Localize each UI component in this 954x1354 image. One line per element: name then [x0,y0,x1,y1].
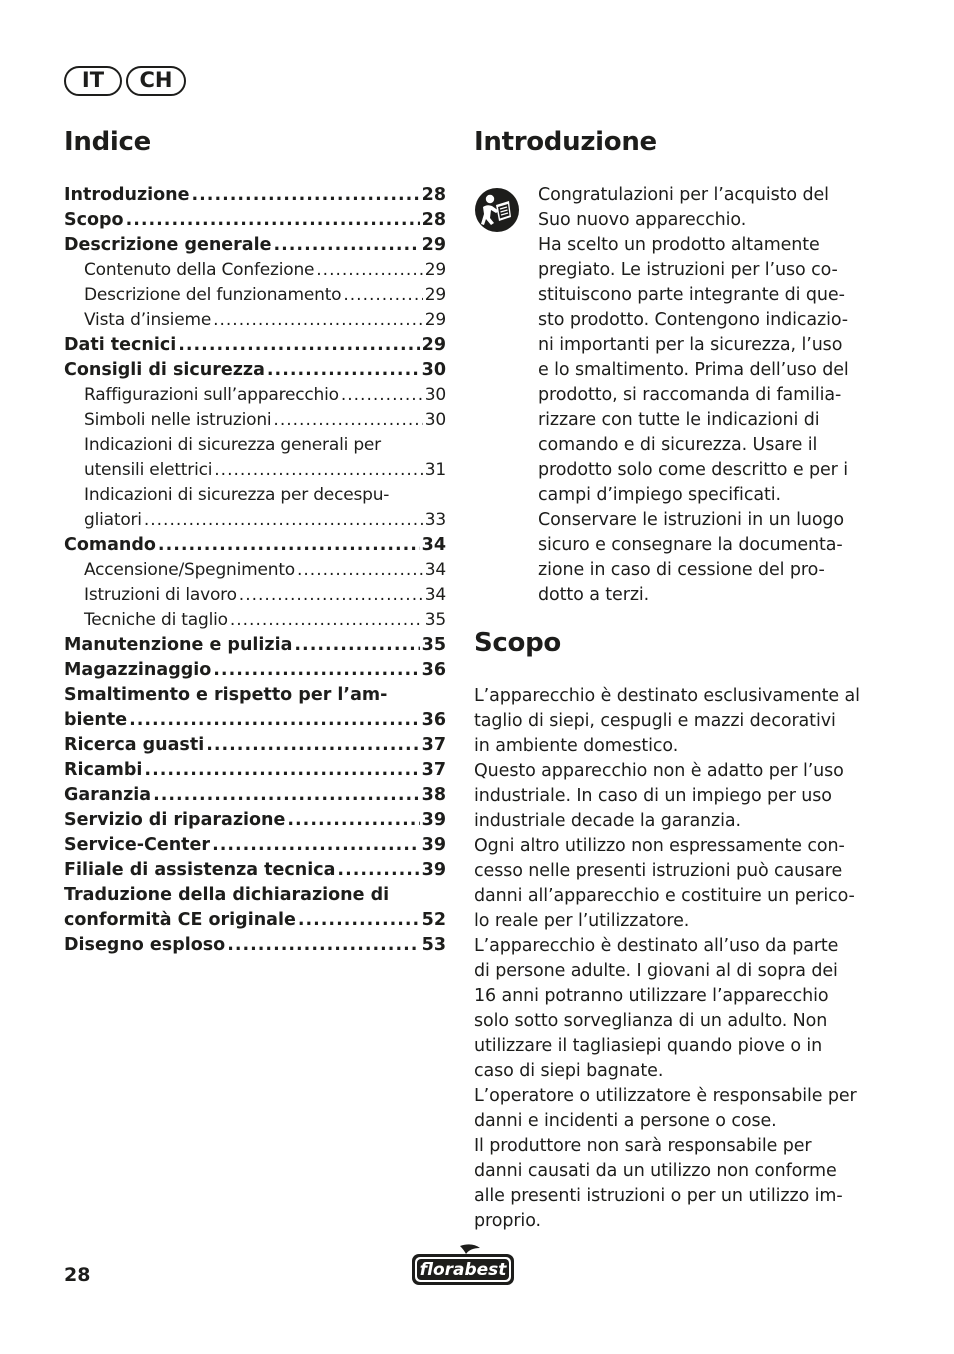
toc-entry[interactable] [64,658,446,683]
introduzione-line: zione in caso di cessione del pro- [538,560,825,580]
toc-title: Indice [64,127,151,157]
scopo-line: danni all’apparecchio e costituire un perico- [474,886,855,906]
toc-leader-dots [267,358,420,383]
toc-entry-label: Scopo [64,210,124,230]
toc-entry[interactable] [64,783,446,808]
toc-leader-dots [341,383,423,408]
toc-entry-label: Ricambi [64,760,143,780]
toc-entry-label: Service-Center [64,835,211,855]
toc-entry-page: 37 [421,735,446,755]
toc-entry[interactable] [64,258,446,283]
toc-entry-label: Accensione/Spegnimento [84,560,295,580]
scopo-line: industriale decade la garanzia. [474,811,741,831]
toc-entry[interactable] [64,433,446,458]
toc-entry-page: 29 [424,310,446,330]
toc-entry-page: 37 [421,760,446,780]
toc-leader-dots [227,933,419,958]
toc-entry-label: Comando [64,535,156,555]
scopo-line: alle presenti istruzioni o per un utilizzo im- [474,1186,843,1206]
toc-entry[interactable] [64,208,446,233]
toc-entry-page: 28 [421,185,446,205]
toc-entry-label: gliatori [84,510,142,530]
scopo-line: L’operatore o utilizzatore è responsabile per [474,1086,857,1106]
toc-leader-dots [158,533,420,558]
scopo-line: L’apparecchio è destinato esclusivamente al [474,686,860,706]
toc-entry[interactable] [64,183,446,208]
scopo-line: Ogni altro utilizzo non espressamente con- [474,836,845,856]
toc-entry-page: 29 [421,335,446,355]
toc-leader-dots [230,608,423,633]
toc-entry-label: Disegno esploso [64,935,226,955]
toc-entry[interactable] [64,583,446,608]
toc-entry-page: 39 [421,835,446,855]
toc-entry-label: Istruzioni di lavoro [84,585,237,605]
toc-entry-label: Introduzione [64,185,190,205]
toc-entry-label: Ricerca guasti [64,735,205,755]
toc-entry-label: Vista d’insieme [84,310,212,330]
toc-leader-dots [273,408,422,433]
toc-leader-dots [239,583,423,608]
toc-leader-dots [294,633,419,658]
toc-entry-label: Filiale di assistenza tecnica [64,860,336,880]
toc-entry-label: Servizio di riparazione [64,810,286,830]
toc-entry[interactable] [64,508,446,533]
toc-leader-dots [297,558,423,583]
introduzione-line: sto prodotto. Contengono indicazio- [538,310,849,330]
scopo-line: taglio di siepi, cespugli e mazzi decorativi [474,711,836,731]
toc-leader-dots [153,783,420,808]
toc-entry-label: Contenuto della Confezione [84,260,315,280]
toc-leader-dots [298,908,420,933]
toc-entry-page: 53 [421,935,446,955]
toc-entry-label: Dati tecnici [64,335,177,355]
toc-leader-dots [343,283,422,308]
toc-entry-page: 52 [421,910,446,930]
toc-entry[interactable] [64,833,446,858]
toc-entry-label: Garanzia [64,785,152,805]
lang-badge-it: IT [64,66,122,96]
toc-leader-dots [213,658,419,683]
toc-entry-label: Consigli di sicurezza [64,360,265,380]
introduzione-line: rizzare con tutte le indicazioni di [538,410,820,430]
scopo-line: di persone adulte. I giovani al di sopra dei [474,961,838,981]
toc-entry[interactable] [64,883,446,908]
introduzione-line: dotto a terzi. [538,585,650,605]
toc-leader-dots [212,833,420,858]
toc-entry-page: 34 [424,560,446,580]
toc-leader-dots [214,458,423,483]
scopo-line: Questo apparecchio non è adatto per l’uso [474,761,844,781]
scopo-line: Il produttore non sarà responsabile per [474,1136,812,1156]
toc-entry-label: Descrizione generale [64,235,272,255]
scopo-line: 16 anni potranno utilizzare l’apparecchio [474,986,829,1006]
toc-entry-page: 36 [421,660,446,680]
introduzione-line: sicuro e consegnare la documenta- [538,535,843,555]
page-number: 28 [64,1264,91,1286]
toc-entry[interactable] [64,908,446,933]
scopo-line: danni causati da un utilizzo non conforme [474,1161,837,1181]
toc-leader-dots [213,308,423,333]
toc-entry-page: 34 [424,585,446,605]
toc-entry[interactable] [64,933,446,958]
toc-entry[interactable] [64,383,446,408]
toc-entry[interactable] [64,708,446,733]
introduzione-line: ni importanti per la sicurezza, l’uso [538,335,843,355]
toc-entry-page: 31 [424,460,446,480]
toc-entry-label: Traduzione della dichiarazione di [64,885,390,905]
toc-entry[interactable] [64,808,446,833]
florabest-logo [410,1242,516,1288]
toc-entry[interactable] [64,533,446,558]
scopo-line: cesso nelle presenti istruzioni può causare [474,861,843,881]
toc-leader-dots [273,233,419,258]
toc-entry[interactable] [64,558,446,583]
scopo-title: Scopo [474,628,561,658]
toc-leader-dots [316,258,422,283]
language-badges [64,66,186,96]
introduzione-line: prodotto, si raccomanda di familia- [538,385,842,405]
scopo-line: danni e incidenti a persone o cose. [474,1111,777,1131]
toc-leader-dots [337,858,419,883]
scopo-text [474,684,864,1234]
toc-leader-dots [206,733,419,758]
toc-entry-label: Tecniche di taglio [84,610,228,630]
scopo-line: in ambiente domestico. [474,736,679,756]
scopo-line: solo sotto sorveglianza di un adulto. Non [474,1011,828,1031]
toc-entry[interactable] [64,608,446,633]
toc-entry-label: Raffigurazioni sull’apparecchio [84,385,339,405]
toc-entry-page: 35 [421,635,446,655]
toc-entry-page: 35 [424,610,446,630]
toc-entry-page: 28 [421,210,446,230]
toc-entry-label: utensili elettrici [84,460,213,480]
toc-entry-page: 38 [421,785,446,805]
toc-entry-page: 29 [424,260,446,280]
introduzione-line: pregiato. Le istruzioni per l’uso co- [538,260,838,280]
toc-entry[interactable] [64,758,446,783]
introduzione-line: Congratulazioni per l’acquisto del [538,185,829,205]
toc-leader-dots [287,808,419,833]
toc-leader-dots [126,208,420,233]
introduzione-line: stituiscono parte integrante di que- [538,285,845,305]
toc-entry-label: biente [64,710,128,730]
introduzione-line: Conservare le istruzioni in un luogo [538,510,845,530]
toc-leader-dots [144,758,419,783]
introduzione-line: campi d’impiego specificati. [538,485,781,505]
toc-entry-page: 36 [421,710,446,730]
toc-entry-page: 29 [421,235,446,255]
read-manual-icon [474,187,520,233]
toc-entry-label: Manutenzione e pulizia [64,635,293,655]
introduzione-line: prodotto solo come descritto e per i [538,460,848,480]
toc-entry[interactable] [64,683,446,708]
toc-leader-dots [178,333,419,358]
introduzione-line: Ha scelto un prodotto altamente [538,235,820,255]
introduzione-line: Suo nuovo apparecchio. [538,210,747,230]
brand-name: florabest [419,1260,507,1280]
toc-entry[interactable] [64,733,446,758]
toc-entry[interactable] [64,483,446,508]
scopo-line: L’apparecchio è destinato all’uso da parte [474,936,839,956]
toc-entry-page: 29 [424,285,446,305]
introduzione-line: comando e di sicurezza. Usare il [538,435,818,455]
toc-entry-label: Descrizione del funzionamento [84,285,342,305]
introduzione-line: e lo smaltimento. Prima dell’uso del [538,360,849,380]
scopo-line: utilizzare il tagliasiepi quando piove o in [474,1036,823,1056]
toc-entry[interactable] [64,333,446,358]
toc-entry[interactable] [64,308,446,333]
toc-entry-page: 30 [424,385,446,405]
toc-entry-page: 33 [424,510,446,530]
toc-entry[interactable] [64,358,446,383]
toc-entry-label: Magazzinaggio [64,660,212,680]
toc-entry-page: 34 [421,535,446,555]
toc-leader-dots [129,708,420,733]
scopo-line: lo reale per l’utilizzatore. [474,911,690,931]
toc-entry[interactable] [64,408,446,433]
toc-entry-page: 30 [421,360,446,380]
introduzione-text [538,183,868,608]
toc-entry-label: Simboli nelle istruzioni [84,410,272,430]
toc-entry[interactable] [64,458,446,483]
scopo-line: caso di siepi bagnate. [474,1061,664,1081]
toc-entry-page: 39 [421,810,446,830]
toc-entry[interactable] [64,858,446,883]
toc-entry-page: 39 [421,860,446,880]
toc-entry[interactable] [64,283,446,308]
toc-entry[interactable] [64,633,446,658]
scopo-line: proprio. [474,1211,541,1231]
introduzione-title: Introduzione [474,127,657,157]
lang-badge-ch: CH [126,66,186,96]
scopo-line: industriale. In caso di un impiego per uso [474,786,832,806]
toc-entry-label: conformità CE originale [64,910,296,930]
toc-leader-dots [192,183,420,208]
toc-entry-label: Indicazioni di sicurezza per decespu- [84,485,390,505]
toc-entry[interactable] [64,233,446,258]
toc-entry-label: Smaltimento e rispetto per l’am- [64,685,388,705]
toc-entry-label: Indicazioni di sicurezza generali per [84,435,381,455]
toc-entry-page: 30 [424,410,446,430]
toc-leader-dots [144,508,423,533]
table-of-contents [64,183,446,958]
